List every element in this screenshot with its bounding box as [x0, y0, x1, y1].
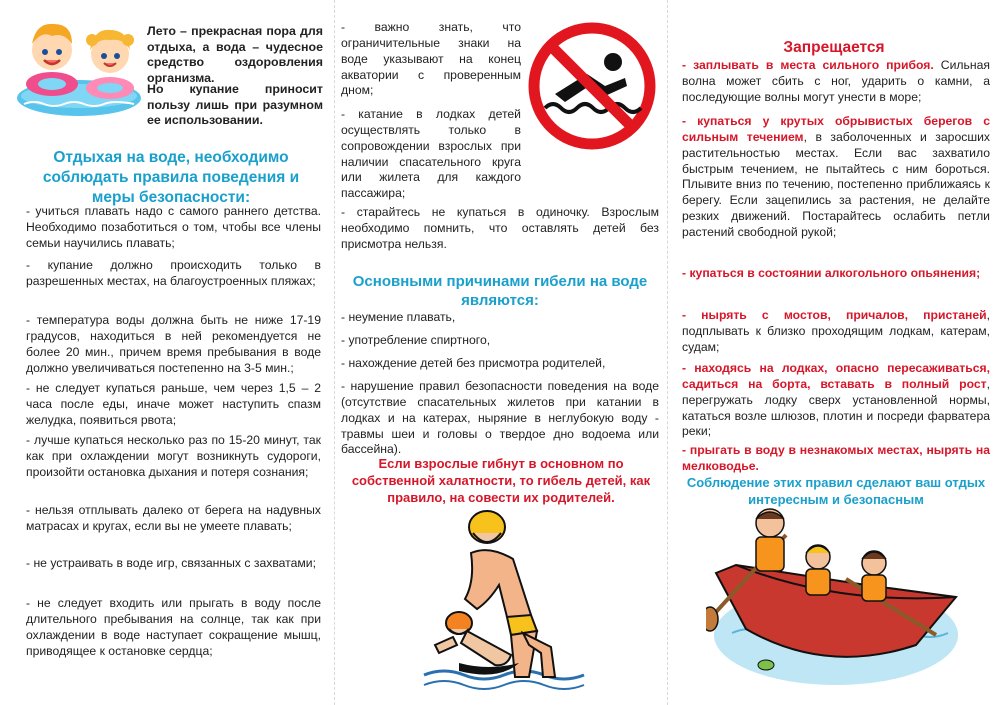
rule-item: - температура воды должна быть не ниже 17-19 градусов, находиться в ней рекомендуется не более 20 мин., причем время пребывания в воде должно увеличиваться постепенно на 3-5 мин.;: [26, 313, 321, 375]
column-left: [0, 0, 335, 705]
prohibited-item-highlight: - нырять с мостов, причалов, пристаней: [682, 308, 987, 322]
prohibited-item: [682, 308, 990, 356]
intro-text: Лето – прекрасная пора для отдыха, а вода – чудесное средство оздоровления организма.: [147, 24, 323, 85]
prohibited-item: [682, 114, 990, 241]
rule-item: - нельзя отплывать далеко от берега на надувных матрасах и кругах, если вы не умеете плавать;: [26, 503, 321, 533]
closing-note: Соблюдение этих правил сделают ваш отдых интересным и безопасным: [686, 475, 986, 507]
prohibited-item-text: Сильная волна может сбить с ног, ударить о камни, а последующие волны могут унести в море;: [682, 58, 990, 104]
rule-item: - лучше купаться несколько раз по 15-20 минут, так как при охлаждении могут возникнуть судороги, произойти остановка дыхания и потеря сознания;: [26, 433, 321, 479]
kids-swimming-icon: [14, 12, 144, 120]
prohibited-item-text: , подплывать к близко проходящим лодкам, катерам, судам;: [682, 308, 990, 354]
prohibited-item-highlight: - купаться в состоянии алкогольного опьянения;: [682, 266, 981, 280]
prohibited-item: [682, 266, 990, 282]
rule-item: - катание в лодках детей осуществлять только в сопровождении взрослых при наличии спасательного круга или жилета для каждого пассажира;: [341, 107, 521, 201]
rule-item: - старайтесь не купаться в одиночку. Взрослым необходимо помнить, что оставлять детей без присмотра нельзя.: [341, 205, 659, 251]
prohibited-item-highlight: - купаться у крутых обрывистых берегов с сильным течением: [682, 114, 990, 144]
intro-text-2: Но купание приносит пользу лишь при разумном ее использовании.: [147, 82, 323, 127]
no-swimming-sign-icon: [527, 16, 657, 156]
prohibited-item: [682, 361, 990, 440]
safety-rules-heading: Отдыхая на воде, необходимо соблюдать правила поведения и меры безопасности:: [42, 149, 300, 206]
prohibited-item-highlight: - прыгать в воду в незнакомых местах, нырять на мелководье.: [682, 443, 990, 473]
cause-item: - нарушение правил безопасности поведения на воде (отсутствие спасательных жилетов при катании в лодках и на катерах, ныряние в неглубокую воду - травмы шеи и головы о твердое дно водоема или бассейна).: [341, 379, 659, 457]
column-middle: [335, 0, 668, 705]
prohibited-item-text: , перегружать лодку сверх установленной нормы, кататься возле шлюзов, плотин и посреди фарватера реки;: [682, 376, 990, 439]
lifeguard-swimmer-icon: [419, 505, 589, 700]
kids-canoe-icon: [706, 505, 966, 695]
prohibited-item: [682, 58, 990, 106]
parents-warning: Если взрослые гибнут в основном по собственной халатности, то гибель детей, как правило, на совести их родителей.: [351, 456, 651, 505]
rule-item: - не следует купаться раньше, чем через 1,5 – 2 часа после еды, иначе может наступить спазм желудка, появиться рвота;: [26, 381, 321, 427]
cause-item: - употребление спиртного,: [341, 333, 491, 347]
causes-heading: Основными причинами гибели на воде являются:: [352, 273, 648, 310]
prohibited-item-text: , в заболоченных и заросших растительностью местах. Если вас захватило быстрым течением, не пытайтесь с ним бороться. Плывите вниз по течению, постепенно приближаясь к берегу. Если зацепились за растения, не делайте резких движений. Постарайтесь ослабить петли растений свободной рукой;: [682, 129, 990, 240]
rule-item: - не следует входить или прыгать в воду после длительного пребывания на солнце, так как при охлаждении в воде наступает сокращение мышц, приводящее к остановке сердца;: [26, 596, 321, 658]
cause-item: - нахождение детей без присмотра родителей,: [341, 356, 606, 370]
rule-item: - купание должно происходить только в разрешенных местах, на благоустроенных пляжах;: [26, 258, 321, 288]
rule-item: - учиться плавать надо с самого раннего детства. Необходимо позаботиться о том, чтобы все члены семьи научились плавать;: [26, 204, 321, 250]
rule-item: - важно знать, что ограничительные знаки на воде указывают на конец акватории с проверенным дном;: [341, 20, 521, 98]
prohibited-title: Запрещается: [783, 39, 885, 56]
column-right: [668, 0, 1000, 705]
prohibited-item: [682, 443, 990, 475]
cause-item: - неумение плавать,: [341, 310, 456, 324]
prohibited-item-highlight: - находясь на лодках, опасно пересаживаться, садиться на борта, вставать в полный рост: [682, 361, 990, 391]
prohibited-item-highlight: - заплывать в места сильного прибоя.: [682, 58, 934, 72]
rule-item: - не устраивать в воде игр, связанных с захватами;: [26, 556, 316, 570]
